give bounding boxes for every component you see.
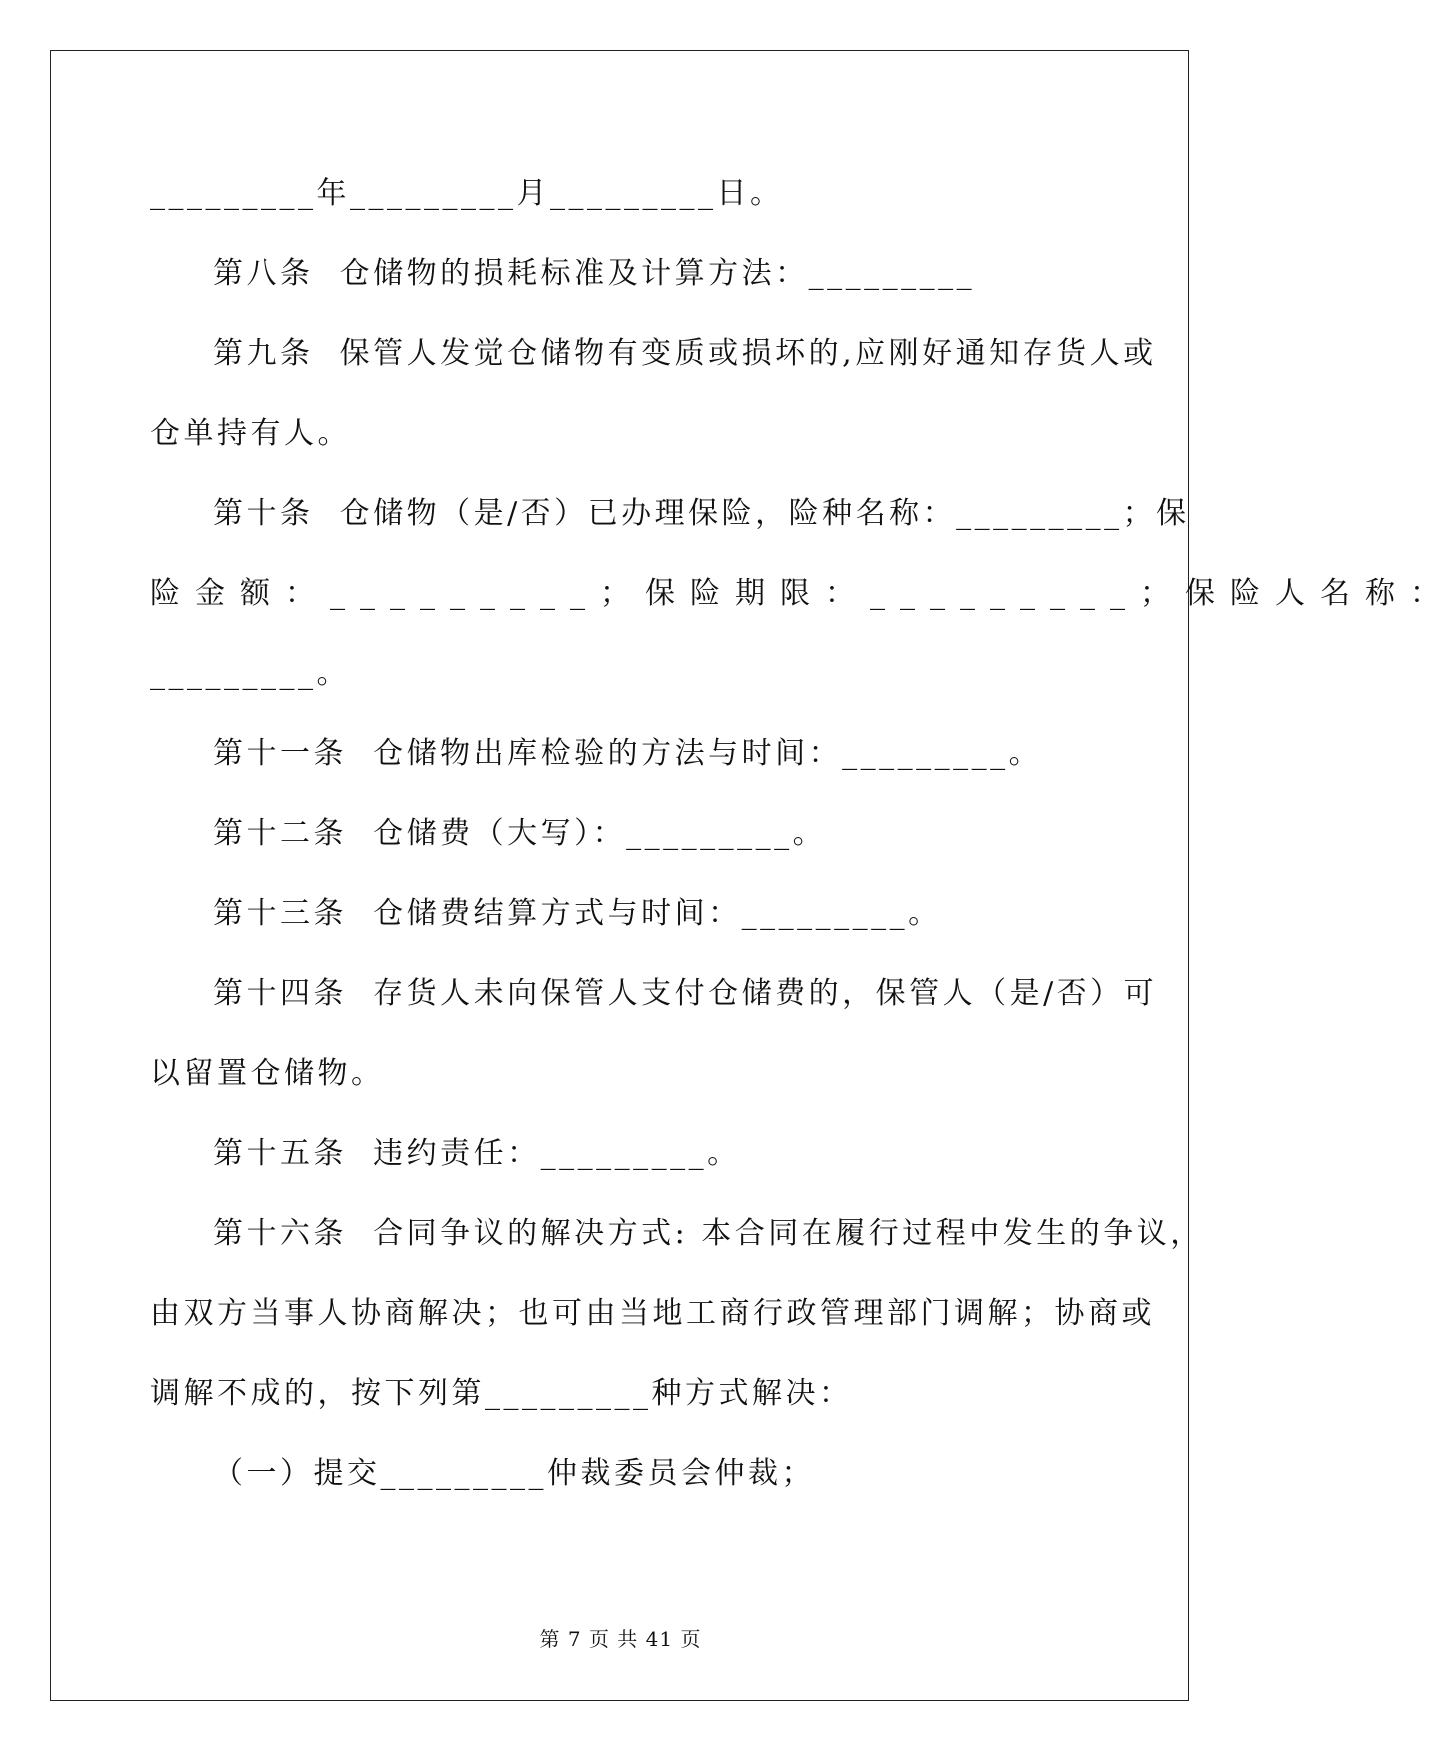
article-10-cont-2: _________。 xyxy=(150,656,350,691)
article-11: 第十一条 仓储物出库检验的方法与时间：_________。 xyxy=(213,736,1043,771)
page-number: 第 7 页 共 41 页 xyxy=(539,1627,702,1651)
article-8: 第八条 仓储物的损耗标准及计算方法：_________ xyxy=(213,256,976,291)
article-9: 第九条 保管人发觉仓储物有变质或损坏的,应刚好通知存货人或 xyxy=(213,336,1157,371)
article-15: 第十五条 违约责任：_________。 xyxy=(213,1136,741,1171)
article-16-cont-2: 调解不成的，按下列第_________种方式解决： xyxy=(150,1376,853,1411)
article-16-cont: 由双方当事人协商解决；也可由当地工商行政管理部门调解；协商或 xyxy=(150,1296,1155,1331)
article-13: 第十三条 仓储费结算方式与时间：_________。 xyxy=(213,896,942,931)
article-12: 第十二条 仓储费（大写）：_________。 xyxy=(213,816,827,851)
article-16-item-1: （一）提交_________仲裁委员会仲裁； xyxy=(213,1456,815,1491)
article-14-cont: 以留置仓储物。 xyxy=(150,1056,385,1091)
date-line: _________年_________月_________日。 xyxy=(150,176,784,211)
article-9-cont: 仓单持有人。 xyxy=(150,416,351,451)
article-14: 第十四条 存货人未向保管人支付仓储费的，保管人（是/否）可 xyxy=(213,976,1158,1011)
article-10: 第十条 仓储物（是/否）已办理保险，险种名称：_________；保 xyxy=(213,496,1190,531)
article-10-cont: 险金额：_________；保险期限：_________；保险人名称： xyxy=(150,576,1455,611)
article-16: 第十六条 合同争议的解决方式: 本合同在履行过程中发生的争议， xyxy=(213,1216,1204,1251)
